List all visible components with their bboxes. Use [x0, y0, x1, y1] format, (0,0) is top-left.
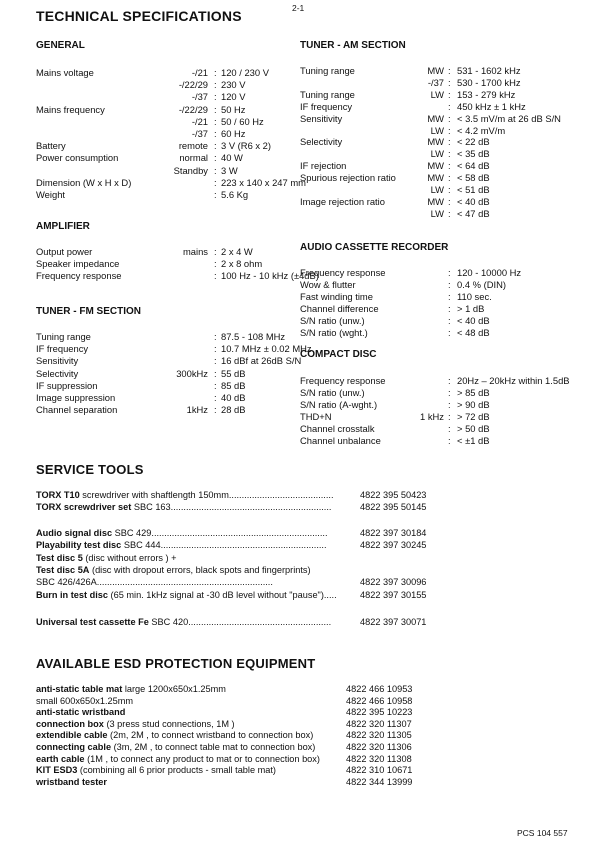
spec-condition: LW	[430, 207, 444, 219]
spec-label: Power consumption	[36, 152, 119, 164]
esd-name: extendible cable	[36, 730, 108, 741]
spec-value: > 1 dB	[457, 302, 485, 314]
esd-description: large 1200x650x1.25mm	[122, 684, 226, 694]
esd-item	[36, 707, 413, 719]
tool-description: SBC 163...............................................................	[131, 502, 332, 512]
spec-row	[300, 423, 590, 435]
esd-part-number: 4822 320 11307	[346, 718, 412, 729]
spec-condition: MW	[427, 65, 444, 76]
spec-label: Sensitivity	[300, 112, 343, 124]
spec-colon: :	[448, 184, 451, 195]
spec-label: IF frequency	[36, 343, 89, 355]
tool-name: Audio signal disc	[36, 528, 113, 538]
spec-value: 5.6 Kg	[221, 189, 249, 200]
spec-colon: :	[214, 404, 217, 416]
spec-label: Sensitivity	[36, 355, 79, 367]
spec-label: Mains frequency	[36, 103, 105, 115]
esd-name: anti-static wristband	[36, 707, 126, 718]
tool-name: Burn in test disc	[36, 590, 108, 600]
spec-colon: :	[214, 128, 217, 139]
spec-row	[36, 355, 302, 367]
spec-colon: :	[214, 258, 217, 270]
spec-row	[300, 375, 590, 387]
spec-colon: :	[448, 172, 451, 184]
tool-description: SBC 426/426A.....................................................................	[36, 577, 273, 587]
spec-label: Channel separation	[36, 404, 118, 416]
spec-condition: MW	[427, 136, 444, 148]
spec-condition: normal	[179, 152, 208, 164]
spec-colon: :	[448, 136, 451, 148]
spec-value: 110 sec.	[457, 290, 492, 302]
spec-value: < 40 dB	[457, 195, 490, 207]
spec-row	[300, 184, 590, 196]
fm-heading: TUNER - FM SECTION	[36, 306, 141, 317]
spec-colon: :	[448, 290, 451, 302]
spec-colon: :	[214, 91, 217, 103]
spec-value: 223 x 140 x 247 mm	[221, 176, 306, 188]
spec-label: Output power	[36, 246, 93, 257]
spec-colon: :	[448, 375, 451, 386]
esd-description: (2m, 2M , to connect wristband to connection box)	[107, 730, 314, 741]
tool-item	[36, 564, 311, 576]
am-heading: TUNER - AM SECTION	[300, 40, 406, 51]
spec-condition: -/22/29	[178, 103, 208, 115]
spec-value: 50 Hz	[221, 103, 246, 115]
tool-description: (disc with dropout errors, black spots and fingerprints)	[89, 565, 311, 575]
spec-row	[300, 113, 590, 125]
esd-item	[36, 695, 413, 708]
esd-name: KIT ESD3	[36, 765, 78, 776]
spec-colon: :	[448, 124, 451, 136]
tool-part-number: 4822 397 30096	[360, 577, 427, 587]
spec-row	[36, 331, 296, 343]
esd-item	[36, 742, 412, 754]
spec-value: 50 / 60 Hz	[221, 115, 264, 127]
spec-row	[36, 258, 296, 270]
spec-label: Channel unbalance	[300, 434, 381, 446]
spec-label: Tuning range	[300, 88, 355, 100]
general-heading: GENERAL	[36, 40, 85, 51]
spec-row	[36, 128, 296, 140]
tool-name: TORX T10	[36, 490, 80, 500]
esd-description: (3m, 2M , to connect table mat to connection box)	[111, 742, 316, 752]
spec-colon: :	[214, 79, 217, 91]
spec-label: S/N ratio (unw.)	[300, 314, 365, 326]
spec-label: Battery	[36, 140, 66, 152]
spec-row	[300, 303, 590, 315]
spec-row	[300, 160, 590, 172]
spec-colon: :	[448, 398, 451, 410]
spec-value: 3 W	[221, 164, 238, 176]
spec-value: 153 - 279 kHz	[457, 88, 516, 100]
tool-name: TORX screwdriver set	[36, 502, 132, 512]
spec-label: Wow & flutter	[300, 278, 356, 290]
spec-value: 120 - 10000 Hz	[457, 267, 522, 278]
spec-row	[36, 392, 296, 404]
spec-value: 55 dB	[221, 367, 246, 379]
spec-colon: :	[448, 112, 451, 124]
spec-label: Fast winding time	[300, 290, 373, 302]
spec-row	[300, 89, 590, 101]
esd-item	[36, 776, 413, 789]
spec-value: 28 dB	[221, 404, 246, 416]
esd-item	[36, 730, 412, 742]
spec-value: 0.4 % (DIN)	[457, 278, 506, 290]
spec-colon: :	[214, 115, 217, 127]
spec-label: IF frequency	[300, 100, 353, 112]
spec-value: < 58 dB	[457, 172, 490, 184]
spec-row	[300, 125, 590, 137]
tool-description: (disc without errors ) +	[82, 553, 177, 563]
spec-colon: :	[448, 148, 451, 160]
spec-colon: :	[214, 331, 217, 342]
amplifier-heading: AMPLIFIER	[36, 221, 90, 232]
esd-item	[36, 765, 413, 777]
spec-colon: :	[214, 164, 217, 176]
spec-condition: LW	[430, 88, 444, 100]
esd-name: anti-static table mat	[36, 684, 123, 694]
spec-value: 2 x 4 W	[221, 246, 253, 257]
spec-row	[36, 368, 296, 380]
spec-row	[36, 189, 296, 201]
spec-value: > 85 dB	[457, 386, 490, 398]
esd-part-number: 4822 466 10953	[346, 684, 413, 694]
cd-heading: COMPACT DISC	[300, 349, 377, 360]
spec-colon: :	[214, 140, 217, 152]
tool-part-number: 4822 395 50145	[360, 502, 427, 512]
spec-colon: :	[214, 379, 217, 391]
spec-value: 450 kHz ± 1 kHz	[457, 100, 526, 112]
spec-colon: :	[448, 422, 451, 434]
cassette-heading: AUDIO CASSETTE RECORDER	[300, 242, 449, 253]
spec-colon: :	[214, 355, 217, 367]
spec-colon: :	[448, 160, 451, 172]
tool-name: Universal test cassette Fe	[36, 617, 149, 627]
spec-row	[300, 196, 590, 208]
spec-row	[300, 136, 590, 148]
spec-label: S/N ratio (wght.)	[300, 326, 368, 338]
spec-value: 530 - 1700 kHz	[457, 76, 521, 88]
esd-description: (1M , to connect any product to mat or to connection box)	[84, 753, 320, 764]
spec-colon: :	[214, 189, 217, 200]
spec-row	[36, 270, 319, 282]
spec-value: 87.5 - 108 MHz	[221, 331, 286, 342]
esd-description: (3 press stud connections, 1M )	[103, 718, 235, 729]
spec-colon: :	[214, 103, 217, 115]
spec-row	[300, 172, 590, 184]
spec-condition: -/37	[427, 76, 444, 88]
spec-row	[300, 77, 590, 89]
spec-label: Channel crosstalk	[300, 422, 375, 434]
tool-part-number: 4822 397 30071	[360, 617, 427, 627]
spec-condition: -/22/29	[178, 79, 208, 91]
spec-row	[36, 104, 296, 116]
tool-item	[36, 527, 427, 539]
spec-colon: :	[214, 367, 217, 379]
spec-label: Frequency response	[300, 267, 386, 278]
spec-label: S/N ratio (A-wght.)	[300, 398, 378, 410]
spec-value: > 50 dB	[457, 422, 490, 434]
tool-item	[36, 501, 427, 513]
spec-row	[36, 176, 306, 189]
spec-value: 100 Hz - 10 kHz (±4dB)	[221, 270, 319, 282]
spec-label: Image suppression	[36, 392, 116, 403]
spec-condition: -/37	[191, 128, 208, 139]
spec-value: < 40 dB	[457, 314, 490, 326]
spec-value: 230 V	[221, 79, 246, 91]
esd-part-number: 4822 320 11306	[346, 742, 412, 752]
spec-condition: MW	[427, 160, 444, 172]
spec-value: 120 V	[221, 91, 246, 103]
spec-row	[36, 152, 296, 164]
spec-colon: :	[448, 65, 451, 76]
spec-value: < 4.2 mV/m	[457, 124, 506, 136]
spec-label: Channel difference	[300, 302, 379, 314]
spec-colon: :	[448, 278, 451, 290]
tool-description: screwdriver with shaftlength 150mm.........................................	[79, 490, 334, 500]
spec-row	[300, 65, 590, 77]
spec-row	[300, 315, 590, 327]
spec-row	[36, 165, 296, 177]
spec-colon: :	[448, 207, 451, 219]
spec-condition: -/37	[191, 91, 208, 103]
spec-colon: :	[448, 410, 451, 422]
spec-value: > 72 dB	[457, 410, 490, 422]
spec-row	[300, 208, 590, 220]
spec-value: < 51 dB	[457, 184, 490, 195]
spec-colon: :	[448, 326, 451, 338]
spec-colon: :	[448, 76, 451, 88]
spec-label: IF rejection	[300, 160, 347, 172]
tool-item	[36, 576, 427, 588]
esd-part-number: 4822 466 10958	[346, 695, 413, 706]
spec-colon: :	[448, 195, 451, 207]
spec-label: THD+N	[300, 410, 332, 422]
spec-label: Tuning range	[36, 331, 91, 342]
esd-description: (combining all 6 prior products - small table mat)	[77, 765, 276, 776]
tool-description: SBC 444.................................................................	[121, 540, 327, 550]
page-number: 2-1	[292, 3, 305, 13]
spec-value: < 48 dB	[457, 326, 490, 338]
spec-condition: LW	[430, 148, 444, 160]
spec-row	[300, 399, 590, 411]
spec-colon: :	[214, 246, 217, 257]
spec-label: Tuning range	[300, 65, 355, 76]
esd-name: wristband tester	[36, 776, 107, 787]
esd-part-number: 4822 395 10223	[346, 707, 413, 718]
spec-row	[36, 116, 296, 128]
spec-condition: LW	[430, 184, 444, 195]
spec-label: Frequency response	[36, 270, 122, 282]
spec-condition: 300kHz	[176, 367, 208, 379]
spec-row	[300, 327, 590, 339]
spec-row	[36, 140, 296, 152]
spec-colon: :	[448, 434, 451, 446]
spec-value: < 3.5 mV/m at 26 dB S/N	[457, 112, 561, 124]
esd-description: small 600x650x1.25mm	[36, 695, 134, 706]
spec-value: 120 / 230 V	[221, 67, 269, 78]
spec-condition: Standby	[173, 164, 208, 176]
spec-value: 20Hz – 20kHz within 1.5dB	[457, 375, 570, 386]
esd-heading: AVAILABLE ESD PROTECTION EQUIPMENT	[36, 656, 316, 671]
document-code: PCS 104 557	[517, 828, 568, 838]
spec-colon: :	[214, 343, 217, 355]
spec-condition: MW	[427, 112, 444, 124]
spec-value: < 22 dB	[457, 136, 490, 148]
spec-colon: :	[448, 314, 451, 326]
esd-name: connecting cable	[36, 742, 112, 752]
spec-condition: -/21	[191, 115, 208, 127]
spec-colon: :	[448, 88, 451, 100]
spec-row	[300, 291, 590, 303]
spec-value: > 90 dB	[457, 398, 490, 410]
spec-label: Speaker impedance	[36, 258, 120, 270]
spec-row	[36, 246, 296, 258]
spec-row	[300, 387, 590, 399]
esd-part-number: 4822 344 13999	[346, 776, 413, 787]
tool-item	[36, 589, 427, 601]
tool-item	[36, 616, 427, 628]
spec-value: 40 W	[221, 152, 243, 164]
spec-row	[36, 380, 296, 392]
spec-condition: 1 kHz	[420, 410, 444, 422]
spec-value: 531 - 1602 kHz	[457, 65, 521, 76]
spec-value: < ±1 dB	[457, 434, 490, 446]
spec-colon: :	[214, 67, 217, 78]
spec-value: < 35 dB	[457, 148, 490, 160]
esd-item	[36, 753, 412, 766]
spec-condition: LW	[430, 124, 444, 136]
page-title: TECHNICAL SPECIFICATIONS	[36, 8, 242, 24]
spec-value: 85 dB	[221, 379, 246, 391]
spec-label: Selectivity	[36, 367, 79, 379]
tool-part-number: 4822 395 50423	[360, 490, 427, 500]
tool-item	[36, 552, 177, 564]
service-tools-heading: SERVICE TOOLS	[36, 462, 144, 477]
esd-name: earth cable	[36, 753, 85, 764]
esd-item	[36, 684, 413, 696]
spec-value: < 64 dB	[457, 160, 490, 172]
spec-row	[36, 343, 312, 355]
esd-part-number: 4822 320 11305	[346, 730, 412, 741]
spec-row	[300, 101, 590, 113]
spec-label: S/N ratio (unw.)	[300, 386, 365, 398]
tool-item	[36, 489, 427, 501]
spec-colon: :	[214, 176, 217, 188]
spec-colon: :	[214, 392, 217, 403]
spec-label: Frequency response	[300, 375, 386, 386]
spec-colon: :	[214, 152, 217, 164]
spec-row	[36, 404, 296, 416]
spec-label: IF suppression	[36, 379, 98, 391]
tool-item	[36, 539, 427, 551]
spec-label: Weight	[36, 189, 66, 200]
spec-label: Image rejection ratio	[300, 195, 385, 207]
spec-condition: mains	[182, 246, 208, 257]
tool-name: Playability test disc	[36, 540, 122, 550]
spec-colon: :	[448, 386, 451, 398]
spec-value: 10.7 MHz ± 0.02 MHz	[221, 343, 312, 355]
spec-value: < 47 dB	[457, 207, 490, 219]
tool-description: SBC 420........................................................	[148, 617, 332, 627]
spec-label: Mains voltage	[36, 67, 94, 78]
esd-name: connection box	[36, 718, 104, 729]
spec-row	[36, 91, 296, 103]
spec-row	[300, 267, 590, 279]
spec-condition: MW	[427, 195, 444, 207]
tool-part-number: 4822 397 30155	[360, 590, 427, 600]
spec-colon: :	[448, 100, 451, 112]
spec-row	[300, 435, 590, 447]
tool-name: Test disc 5A	[36, 565, 90, 575]
spec-colon: :	[448, 302, 451, 314]
spec-value: 60 Hz	[221, 128, 246, 139]
spec-condition: remote	[178, 140, 208, 152]
esd-part-number: 4822 310 10671	[346, 765, 413, 776]
spec-row	[300, 411, 590, 423]
spec-condition: MW	[427, 172, 444, 184]
spec-row	[300, 148, 590, 160]
spec-row	[36, 79, 296, 91]
tool-part-number: 4822 397 30245	[360, 540, 427, 550]
spec-label: Spurious rejection ratio	[300, 172, 396, 184]
spec-row	[36, 67, 296, 79]
spec-colon: :	[214, 270, 217, 282]
spec-value: 2 x 8 ohm	[221, 258, 263, 270]
tool-description: (65 min. 1kHz signal at -30 dB level without "pause").....	[107, 590, 337, 600]
spec-value: 3 V (R6 x 2)	[221, 140, 272, 152]
spec-colon: :	[448, 267, 451, 278]
tool-name: Test disc 5	[36, 553, 83, 563]
tool-part-number: 4822 397 30184	[360, 528, 427, 538]
esd-item	[36, 718, 412, 731]
esd-part-number: 4822 320 11308	[346, 753, 412, 764]
spec-label: Selectivity	[300, 136, 343, 148]
spec-row	[300, 279, 590, 291]
spec-condition: -/21	[191, 67, 208, 78]
spec-value: 16 dBf at 26dB S/N	[221, 355, 302, 367]
spec-value: 40 dB	[221, 392, 246, 403]
spec-condition: 1kHz	[186, 404, 208, 416]
spec-label: Dimension (W x H x D)	[36, 176, 132, 188]
tool-description: SBC 429.....................................................................	[112, 528, 328, 538]
